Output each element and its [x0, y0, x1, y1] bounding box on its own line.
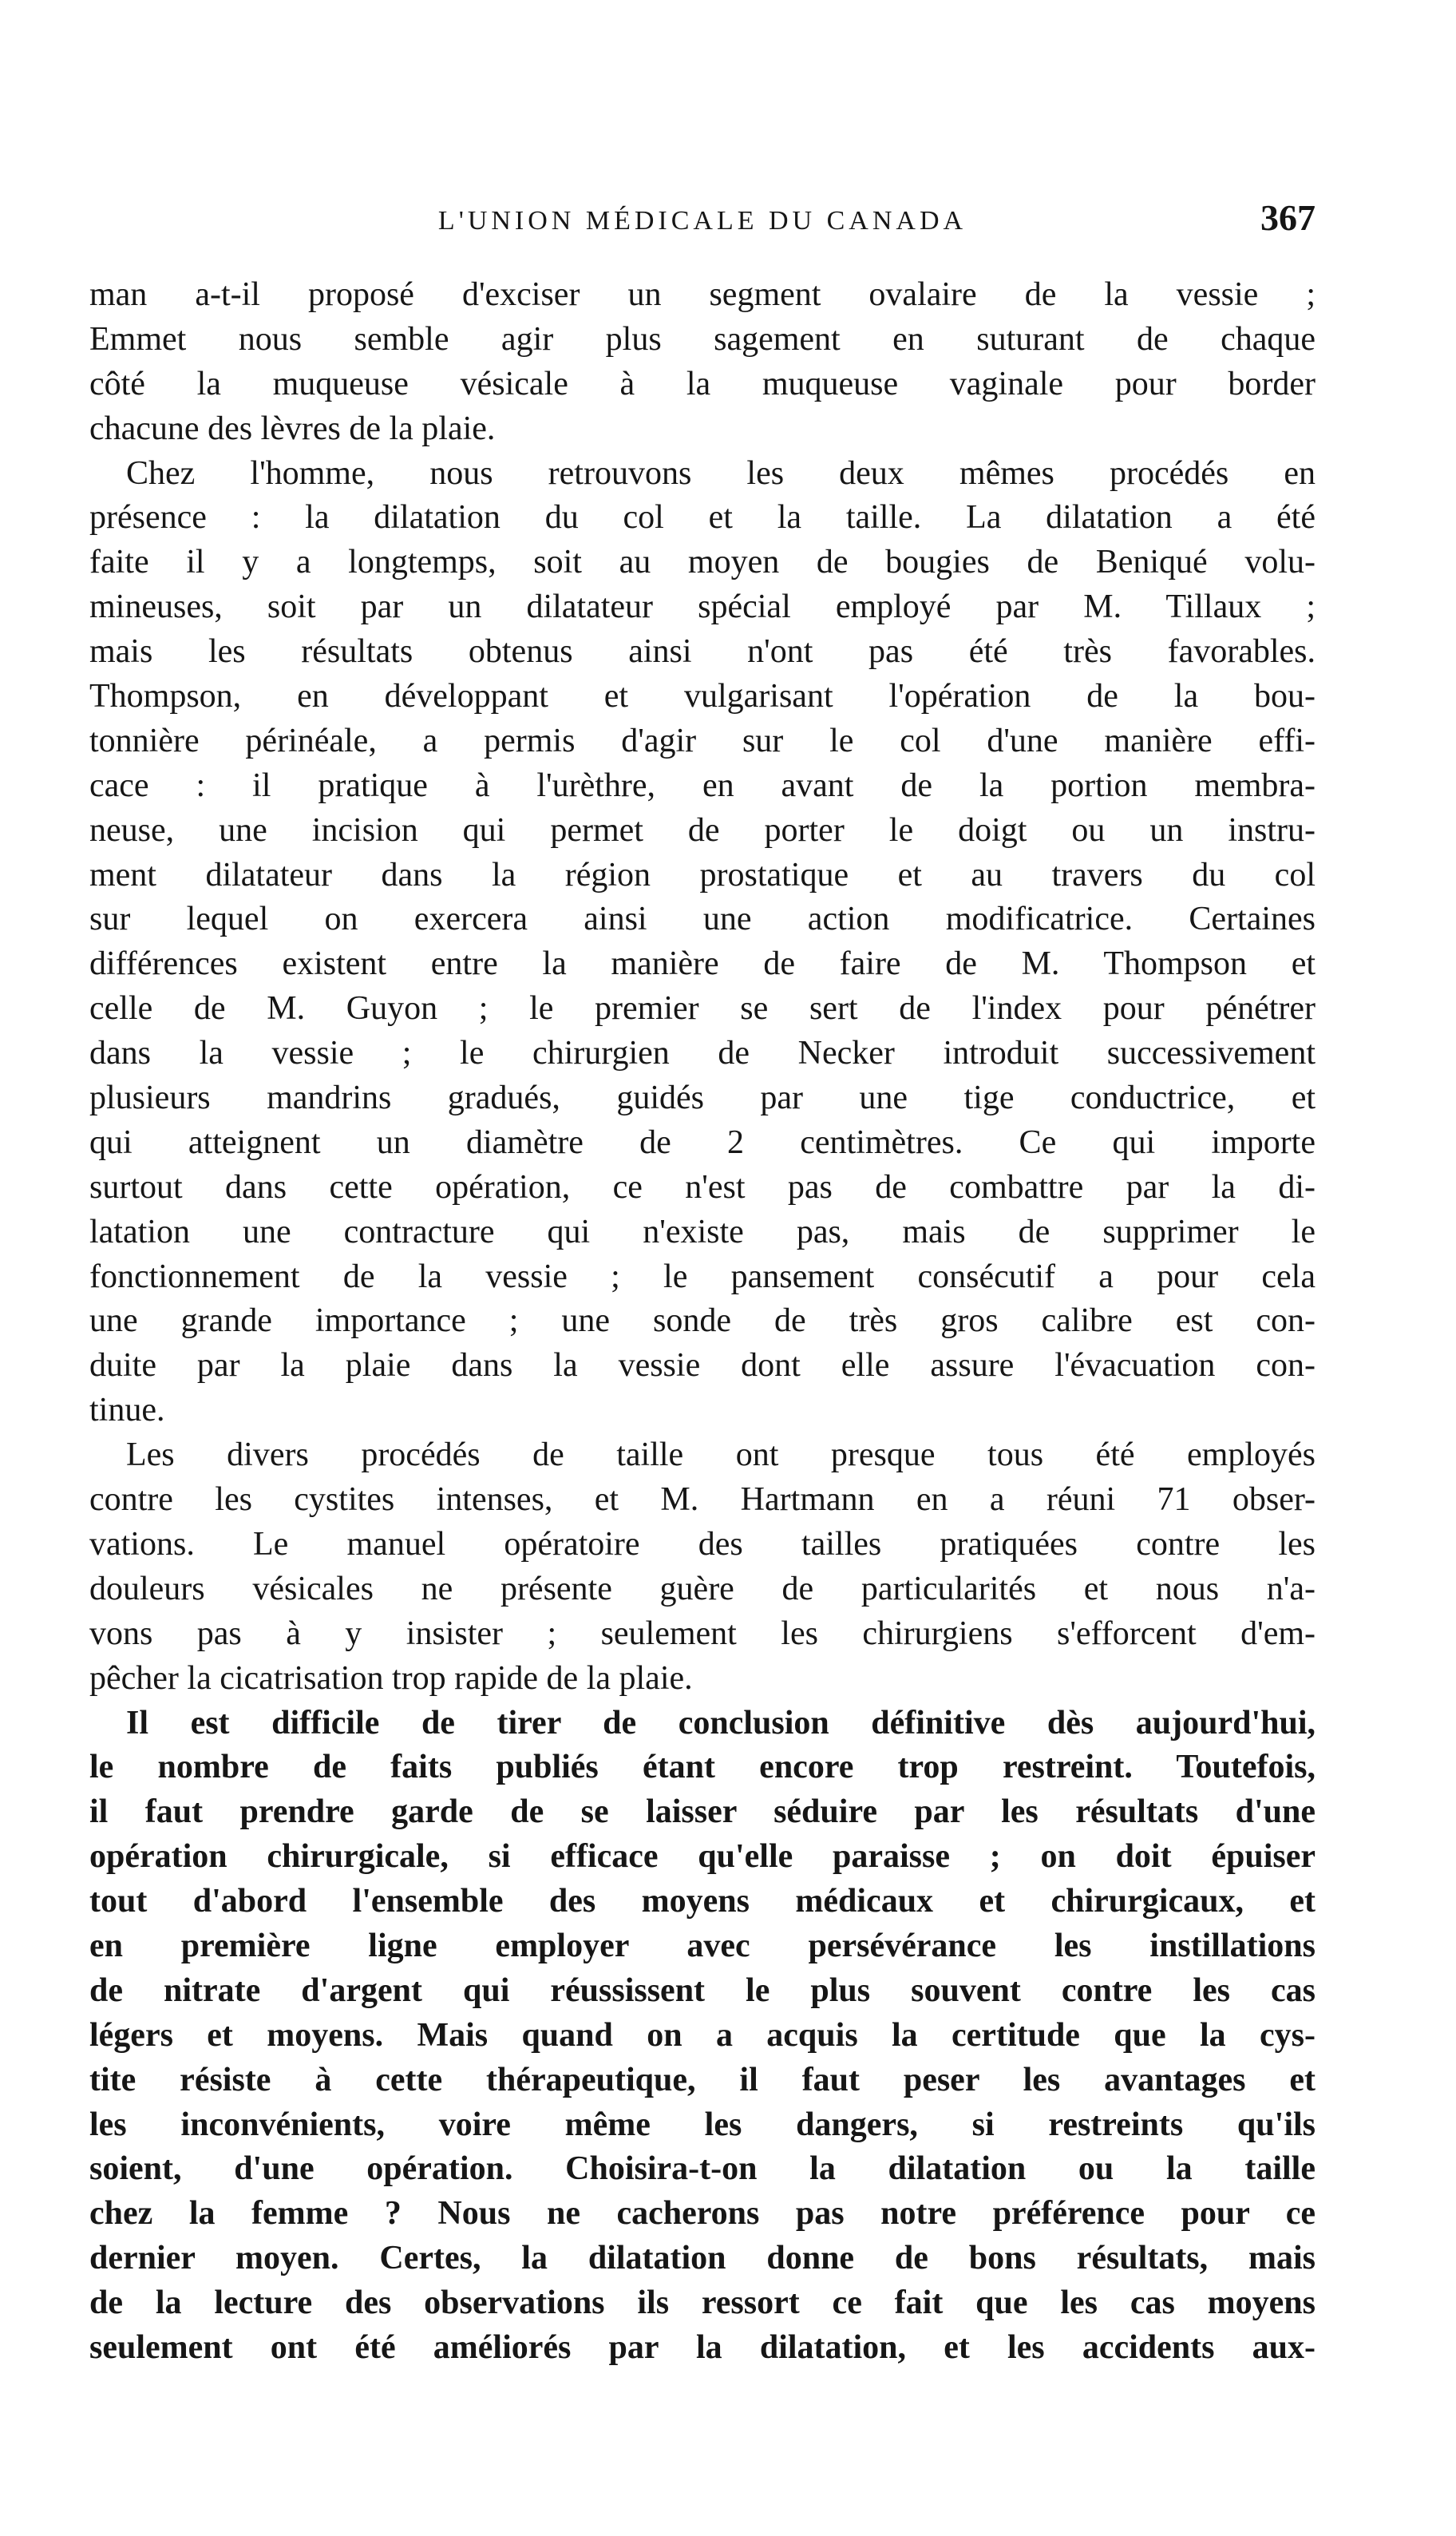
text-line: duite par la plaie dans la vessie dont elle assure l'évacuation con-: [89, 1347, 1316, 1385]
page-number: 367: [1260, 197, 1316, 238]
text-line: Les divers procédés de taille ont presque tous été employés: [126, 1436, 1316, 1474]
text-line: ment dilatateur dans la région prostatique et au travers du col: [89, 856, 1316, 894]
text-line: de nitrate d'argent qui réussissent le plus souvent contre les cas: [89, 1971, 1316, 2009]
book-page: [89, 196, 1316, 2371]
text-line: soient, d'une opération. Choisira-t-on la dilatation ou la taille: [89, 2150, 1316, 2188]
text-line: tonnière périnéale, a permis d'agir sur le col d'une manière effi-: [89, 722, 1316, 759]
running-head: [89, 196, 1316, 252]
text-line: Emmet nous semble agir plus sagement en suturant de chaque: [89, 320, 1316, 358]
text-line: neuse, une incision qui permet de porter le doigt ou un instru-: [89, 811, 1316, 849]
text-line: mais les résultats obtenus ainsi n'ont pas été très favorables.: [89, 633, 1316, 671]
bold-paragraph: [89, 1702, 1316, 2371]
text-line: qui atteignent un diamètre de 2 centimètres. Ce qui importe: [89, 1123, 1316, 1161]
text-line: opération chirurgicale, si efficace qu'elle paraisse ; on doit épuiser: [89, 1838, 1316, 1876]
text-line: vons pas à y insister ; seulement les chirurgiens s'efforcent d'em-: [89, 1615, 1316, 1652]
text-line: chacune des lèvres de la plaie.: [89, 410, 496, 447]
text-line: dans la vessie ; le chirurgien de Necker introduit successivement: [89, 1035, 1316, 1072]
text-line: légers et moyens. Mais quand on a acquis la certitude que la cys-: [89, 2016, 1316, 2054]
text-line: Chez l'homme, nous retrouvons les deux mêmes procédés en: [126, 454, 1316, 492]
text-line: seulement ont été améliorés par la dilatation, et les accidents aux-: [89, 2328, 1316, 2366]
text-line: vations. Le manuel opératoire des tailles pratiquées contre les: [89, 1525, 1316, 1563]
text-line: man a-t-il proposé d'exciser un segment ovalaire de la vessie ;: [89, 276, 1316, 313]
text-line: en première ligne employer avec persévérance les instillations: [89, 1927, 1316, 1964]
text-line: il faut prendre garde de se laisser séduire par les résultats d'une: [89, 1793, 1316, 1831]
text-line: mineuses, soit par un dilatateur spécial employé par M. Tillaux ;: [89, 588, 1316, 626]
text-line: surtout dans cette opération, ce n'est pas de combattre par la di-: [89, 1168, 1316, 1206]
text-line: tout d'abord l'ensemble des moyens médicaux et chirurgicaux, et: [89, 1883, 1316, 1920]
text-line: tinue.: [89, 1392, 165, 1429]
text-line: une grande importance ; une sonde de très gros calibre est con-: [89, 1302, 1316, 1340]
text-line: de la lecture des observations ils ressort ce fait que les cas moyens: [89, 2284, 1316, 2322]
text-line: Thompson, en développant et vulgarisant l'opération de la bou-: [89, 678, 1316, 715]
text-line: les inconvénients, voire même les dangers, si restreints qu'ils: [89, 2106, 1316, 2143]
text-line: dernier moyen. Certes, la dilatation donne de bons résultats, mais: [89, 2240, 1316, 2277]
text-line: pêcher la cicatrisation trop rapide de la plaie.: [89, 1659, 693, 1697]
text-line: fonctionnement de la vessie ; le pansement consécutif a pour cela: [89, 1258, 1316, 1295]
text-line: celle de M. Guyon ; le premier se sert de l'index pour pénétrer: [89, 990, 1316, 1028]
text-line: contre les cystites intenses, et M. Hartmann en a réuni 71 obser-: [89, 1481, 1316, 1519]
text-line: le nombre de faits publiés étant encore trop restreint. Toutefois,: [89, 1749, 1316, 1786]
text-line: faite il y a longtemps, soit au moyen de bougies de Beniqué volu-: [89, 544, 1316, 581]
text-line: Il est difficile de tirer de conclusion définitive dès aujourd'hui,: [126, 1704, 1316, 1742]
text-line: présence : la dilatation du col et la taille. La dilatation a été: [89, 499, 1316, 537]
text-line: douleurs vésicales ne présente guère de particularités et nous n'a-: [89, 1570, 1316, 1607]
text-line: sur lequel on exercera ainsi une action modificatrice. Certaines: [89, 901, 1316, 938]
text-line: chez la femme ? Nous ne cacherons pas notre préférence pour ce: [89, 2195, 1316, 2233]
body-text: [89, 273, 1316, 1702]
text-line: cace : il pratique à l'urèthre, en avant de la portion membra-: [89, 767, 1316, 804]
text-line: latation une contracture qui n'existe pas, mais de supprimer le: [89, 1213, 1316, 1250]
text-line: tite résiste à cette thérapeutique, il faut peser les avantages et: [89, 2061, 1316, 2098]
text-line: plusieurs mandrins gradués, guidés par une tige conductrice, et: [89, 1080, 1316, 1117]
text-line: différences existent entre la manière de faire de M. Thompson et: [89, 945, 1316, 983]
text-line: côté la muqueuse vésicale à la muqueuse vaginale pour border: [89, 365, 1316, 402]
running-title: L'UNION MÉDICALE DU CANADA: [437, 206, 967, 236]
